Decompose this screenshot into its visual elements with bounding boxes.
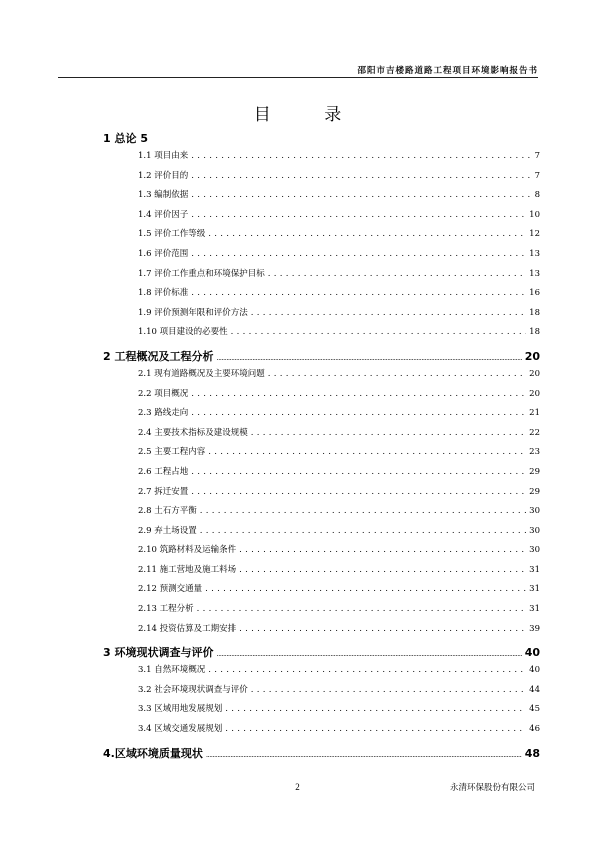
toc-section-entry-page-number: 20 [529,368,540,379]
leader-dots [205,580,526,600]
leader-dots [251,424,526,444]
table-of-contents [103,130,540,762]
leader-dots [268,265,526,285]
toc-section-entry-page-number: 7 [534,170,540,181]
toc-section-entry-label: 3.1 自然环境概况 [138,665,206,676]
leader-dots [191,147,531,167]
toc-section-entry[interactable] [103,720,540,740]
toc-section-entry[interactable] [103,206,540,226]
toc-section-entry-page-number: 44 [529,684,540,695]
toc-section-entry-page-number: 31 [529,584,540,595]
toc-section-entry-page-number: 10 [529,209,540,220]
leader-dots [239,541,526,561]
header-divider [58,77,538,78]
toc-chapter-entry[interactable] [103,348,540,365]
document-header: 邵阳市吉楼路道路工程项目环境影响报告书 [357,66,538,76]
toc-section-entry-page-number: 18 [529,327,540,338]
leader-dots [191,404,526,424]
toc-section-entry[interactable] [103,225,540,245]
toc-section-entry[interactable] [103,304,540,324]
toc-section-entry-label: 2.3 路线走向 [138,408,189,419]
toc-section-entry-label: 1.2 评价目的 [138,170,189,181]
leader-dots [239,620,526,640]
toc-section-entry[interactable] [103,561,540,581]
toc-section-entry-label: 1.5 评价工作等级 [138,229,206,240]
leader-dots [191,206,526,226]
leader-dots [251,681,526,701]
leader-dots [206,747,522,764]
leader-dots [225,720,526,740]
toc-section-entry-label: 1.9 评价预测年限和评价方法 [138,307,248,318]
toc-section-entry-page-number: 22 [529,427,540,438]
toc-section-entry-label: 3.2 社会环境现状调查与评价 [138,684,248,695]
toc-section-entry-label: 2.9 弃土场设置 [138,525,197,536]
leader-dots [200,502,526,522]
toc-section-entry[interactable] [103,265,540,285]
toc-section-entry[interactable] [103,167,540,187]
leader-dots [231,323,527,343]
toc-chapter-entry-page-number: 40 [524,646,540,660]
leader-dots [208,661,526,681]
toc-section-entry[interactable] [103,443,540,463]
toc-chapter-entry-page-number: 20 [524,349,540,363]
toc-section-entry[interactable] [103,424,540,444]
toc-section-entry-label: 2.2 项目概况 [138,388,189,399]
page-number: 2 [295,782,300,792]
toc-section-entry-label: 2.13 工程分析 [138,604,194,615]
toc-section-entry[interactable] [103,284,540,304]
leader-dots [208,225,526,245]
toc-section-entry-page-number: 29 [529,466,540,477]
leader-dots [191,167,531,187]
toc-section-entry-page-number: 30 [529,525,540,536]
toc-section-entry[interactable] [103,620,540,640]
toc-section-entry-page-number: 13 [529,268,540,279]
leader-dots [197,600,527,620]
toc-section-entry-label: 2.12 预测交通量 [138,584,203,595]
toc-section-entry-page-number: 23 [529,447,540,458]
toc-section-entry-label: 2.7 拆迁安置 [138,486,189,497]
toc-section-entry[interactable] [103,600,540,620]
toc-section-entry-page-number: 46 [529,724,540,735]
leader-dots [191,463,526,483]
leader-dots [225,700,526,720]
toc-section-entry-page-number: 18 [529,307,540,318]
toc-chapter-entry-label: 1 总论 5 [103,132,148,145]
toc-section-entry-page-number: 20 [529,388,540,399]
toc-section-entry-page-number: 31 [529,564,540,575]
toc-section-entry[interactable] [103,541,540,561]
leader-dots [239,561,526,581]
toc-section-entry[interactable] [103,502,540,522]
leader-dots [208,443,526,463]
toc-section-entry-label: 1.3 编制依据 [138,190,189,201]
toc-section-entry-label: 1.4 评价因子 [138,209,189,220]
toc-section-entry-page-number: 7 [534,151,540,161]
toc-section-entry-label: 2.14 投资估算及工期安排 [138,623,237,634]
leader-dots [268,365,526,385]
toc-chapter-entry[interactable] [103,644,540,661]
toc-section-entry-label: 1.10 项目建设的必要性 [138,327,228,338]
leader-dots [251,304,526,324]
toc-section-entry-page-number: 8 [534,190,540,201]
toc-section-entry[interactable] [103,580,540,600]
toc-section-entry-page-number: 30 [529,545,540,556]
leader-dots [200,522,526,542]
toc-chapter-entry[interactable] [103,745,540,762]
toc-section-entry[interactable] [103,147,540,167]
toc-section-entry-label: 2.1 现有道路概况及主要环境问题 [138,368,265,379]
toc-section-entry-label: 2.6 工程占地 [138,466,189,477]
toc-section-entry-page-number: 40 [529,665,540,676]
leader-dots [191,245,526,265]
toc-section-entry-label: 1.8 评价标准 [138,288,189,299]
toc-section-entry-page-number: 12 [529,229,540,240]
toc-section-entry-page-number: 31 [529,604,540,615]
toc-section-entry[interactable] [103,404,540,424]
page-title: 目 录 [253,105,366,125]
toc-section-entry-page-number: 29 [529,486,540,497]
leader-dots [191,385,526,405]
toc-section-entry-label: 1.7 评价工作重点和环境保护目标 [138,268,265,279]
toc-section-entry-page-number: 30 [529,506,540,517]
toc-section-entry-label: 2.10 筑路材料及运输条件 [138,545,237,556]
toc-section-entry-label: 2.4 主要技术指标及建设规模 [138,427,248,438]
toc-section-entry-label: 2.5 主要工程内容 [138,447,206,458]
toc-chapter-entry-label: 2 工程概况及工程分析 [103,349,214,363]
toc-chapter-entry-label: 4.区域环境质量现状 [103,746,203,760]
company-name: 永清环保股份有限公司 [449,783,535,793]
toc-section-entry[interactable] [103,245,540,265]
toc-section-entry[interactable] [103,186,540,206]
toc-chapter-entry[interactable] [103,130,540,147]
toc-section-entry-page-number: 39 [529,623,540,634]
toc-section-entry[interactable] [103,700,540,720]
toc-section-entry-label: 1.6 评价范围 [138,248,189,259]
toc-section-entry[interactable] [103,483,540,503]
toc-section-entry[interactable] [103,365,540,385]
toc-section-entry-page-number: 45 [529,704,540,715]
toc-section-entry-label: 2.8 土石方平衡 [138,506,197,517]
toc-section-entry[interactable] [103,323,540,343]
toc-section-entry-label: 1.1 项目由来 [138,151,189,161]
toc-section-entry-label: 3.3 区域用地发展规划 [138,704,223,715]
toc-section-entry[interactable] [103,385,540,405]
leader-dots [191,483,526,503]
toc-section-entry[interactable] [103,463,540,483]
toc-chapter-entry-label: 3 环境现状调查与评价 [103,646,214,660]
leader-dots [191,284,526,304]
toc-section-entry-label: 2.11 施工营地及施工料场 [138,564,237,575]
toc-section-entry[interactable] [103,522,540,542]
toc-section-entry[interactable] [103,681,540,701]
toc-section-entry-page-number: 21 [529,408,540,419]
leader-dots [191,186,531,206]
toc-section-entry-page-number: 13 [529,248,540,259]
toc-section-entry-page-number: 16 [529,288,540,299]
toc-section-entry[interactable] [103,661,540,681]
toc-chapter-entry-page-number: 48 [524,746,540,760]
toc-section-entry-label: 3.4 区域交通发展规划 [138,724,223,735]
